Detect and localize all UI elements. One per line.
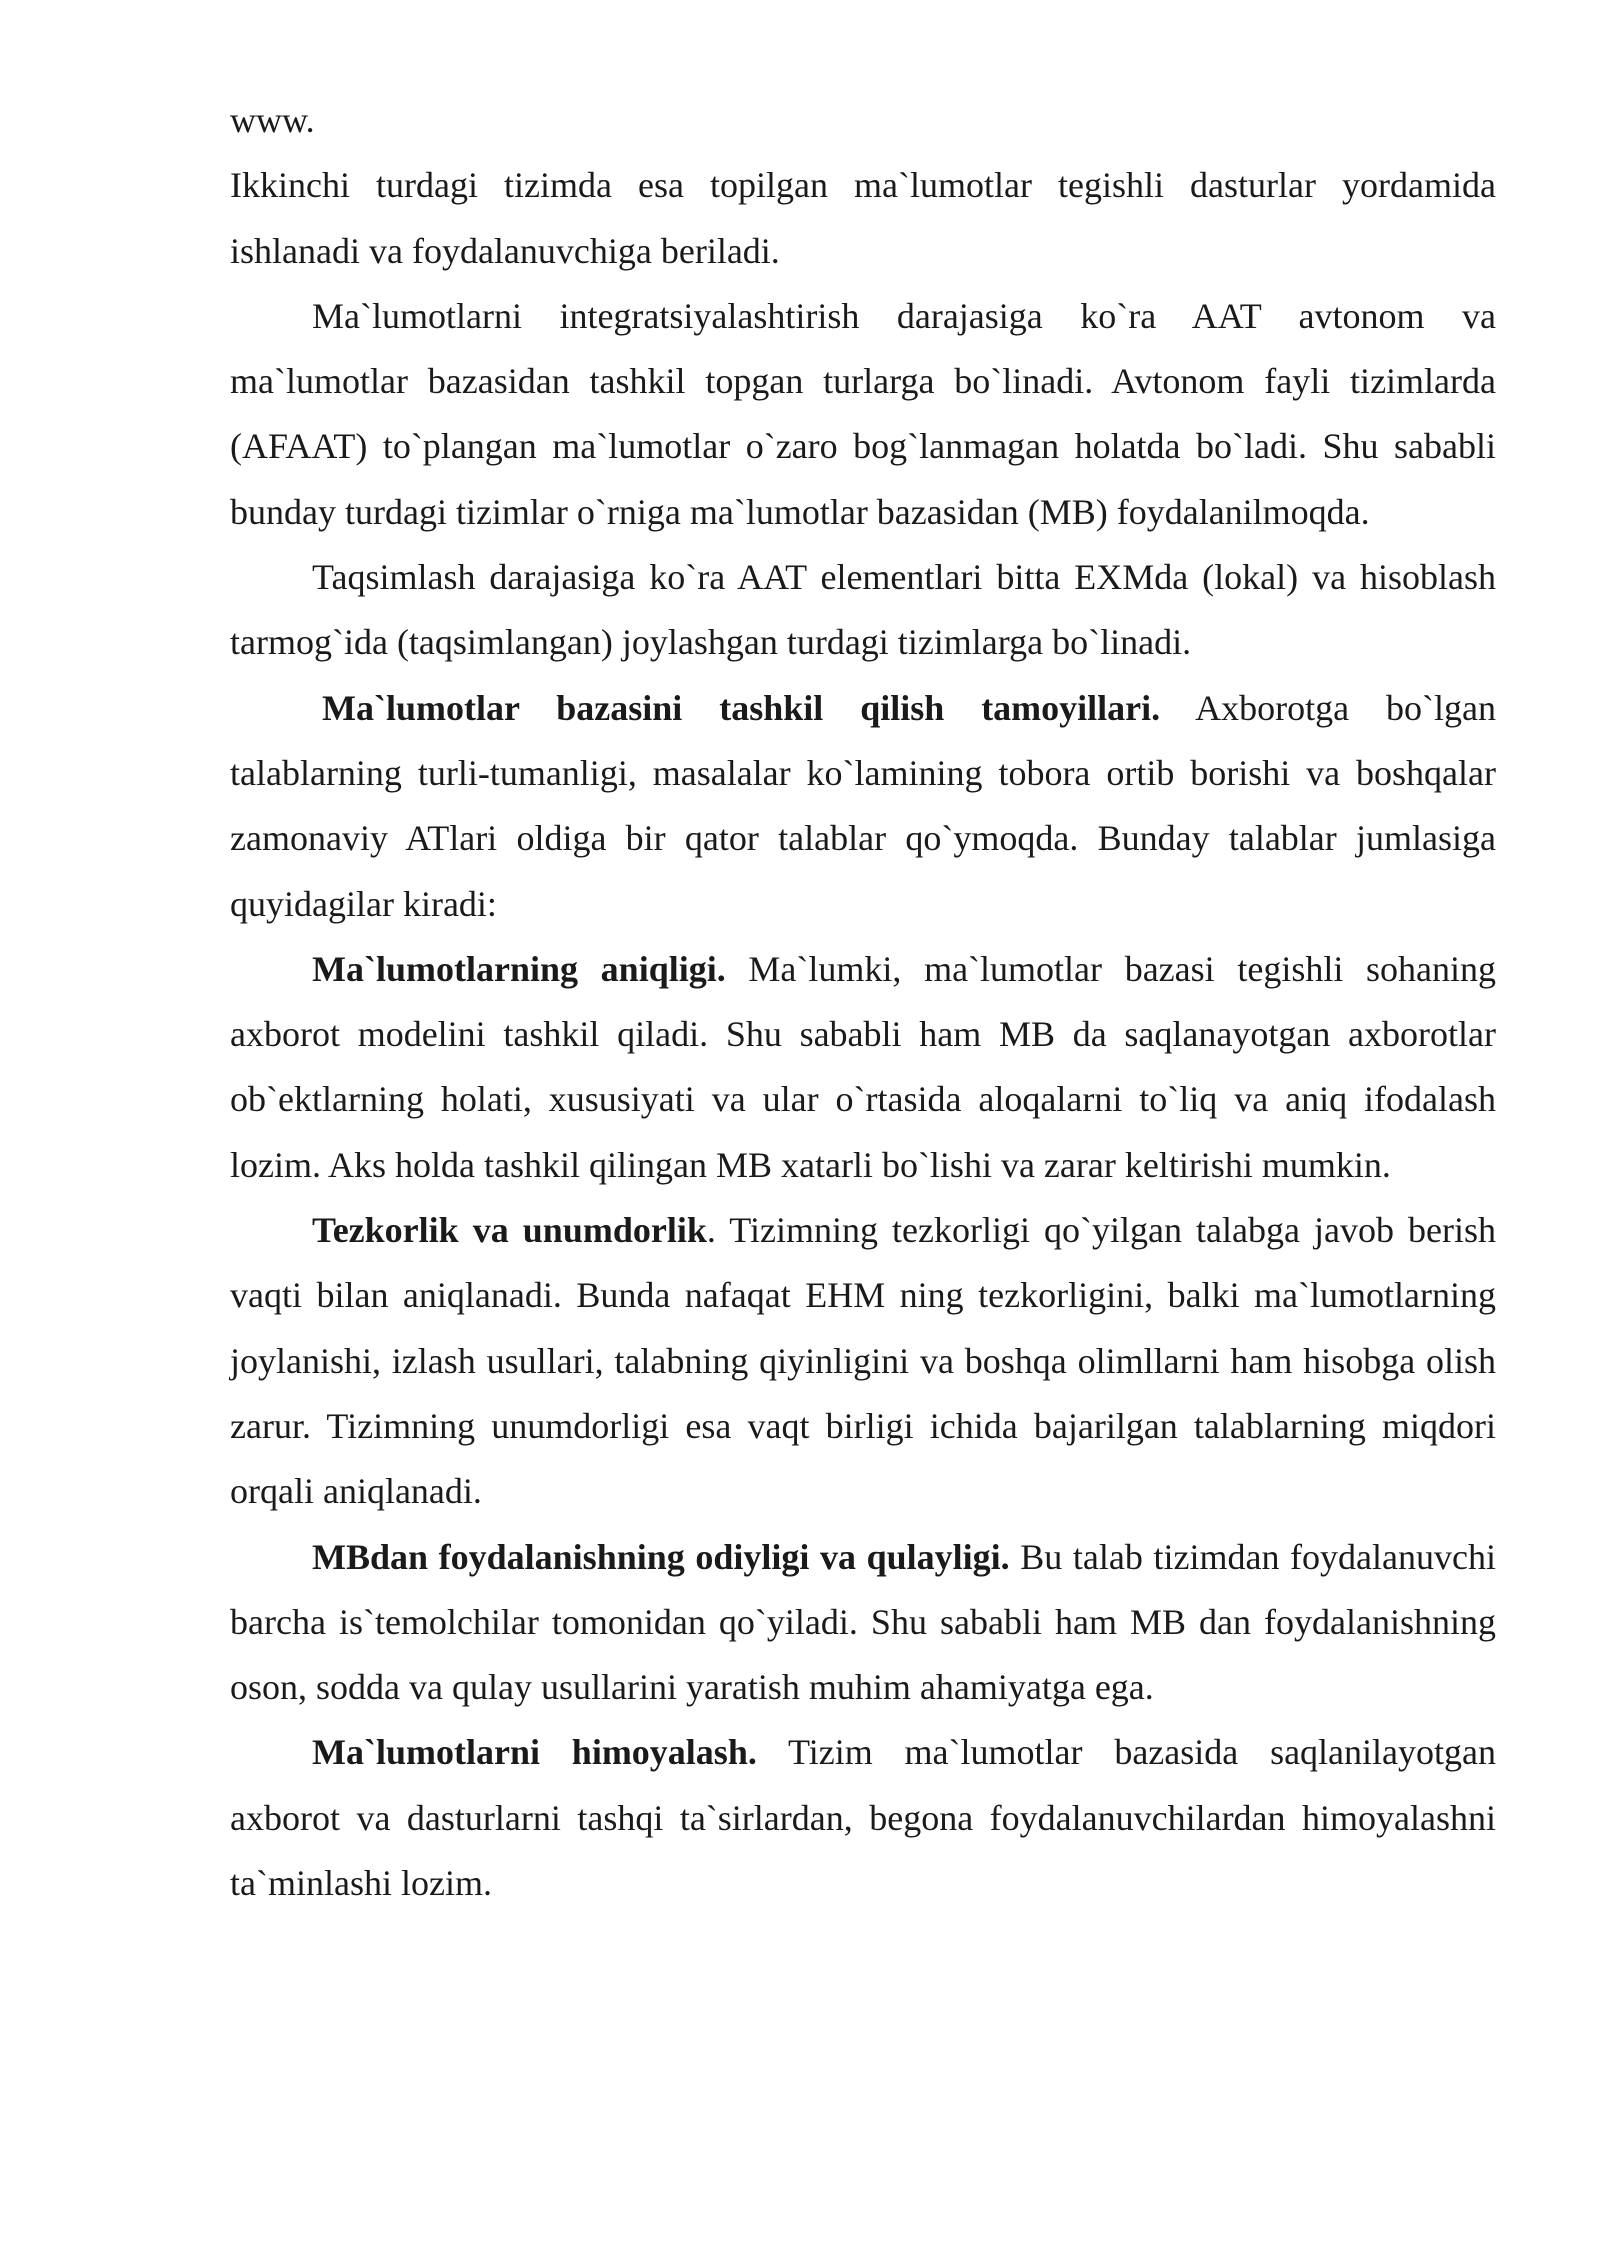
paragraph-data-protection — [230, 1720, 1496, 1916]
paragraph-text: Axborotga bo`lgan talablarning turli-tumanligi, masalalar ko`lamining tobora ortib borishi va boshqalar zamonaviy ATlari oldiga bir qator talablar qo`ymoqda. Bunday talablar jumlasiga quyidagilar kiradi: — [230, 687, 1497, 924]
paragraph-integration-level — [230, 284, 1496, 545]
paragraph-text: . Tizimning tezkorligi qo`yilgan talabga javob berish vaqti bilan aniqlanadi. Bunda nafaqat EHM ning tezkorligini, balki ma`lumotlarning joylanishi, izlash usullari, talabning qiyinligini va boshqa olimllarni ham hisobga olish zarur. Tizimning unumdorligi esa vaqt birligi ichida bajarilgan talablarning miqdori orqali aniqlanadi. — [230, 1210, 1496, 1512]
section-heading-speed-productivity: Tezkorlik va unumdorlik — [312, 1210, 707, 1251]
text-fragment-www: www. — [230, 100, 315, 140]
document-page — [230, 88, 1496, 1916]
paragraph-distribution-level — [230, 545, 1496, 676]
paragraph-text: Tizim ma`lumotlar bazasida saqlanilayotgan axborot va dasturlarni tashqi ta`sirlardan, begona foydalanuvchilardan himoyalashni ta`minlashi lozim. — [230, 1732, 1497, 1904]
paragraph-text: Ma`lumotlarni integratsiyalashtirish darajasiga ko`ra AAT avtonom va ma`lumotlar bazasidan tashkil topgan turlarga bo`linadi. Avtonom fayli tizimlarda (AFAAT) to`plangan ma`lumotlar o`zaro bog`lanmagan holatda bo`ladi. Shu sababli bunday turdagi tizimlar o`rniga ma`lumotlar bazasidan (MB) foydalanilmoqda. — [230, 295, 1496, 532]
paragraph-text: Bu talab tizimdan foydalanuvchi barcha is`temolchilar tomonidan qo`yiladi. Shu sababli ham MB dan foydalanishning oson, sodda va qulay usullarini yaratish muhim ahamiyatga ega. — [230, 1536, 1496, 1708]
section-heading-database-principles: Ma`lumotlar bazasini tashkil qilish tamoyillari. — [322, 687, 1161, 728]
paragraph-second-type-systems — [230, 153, 1496, 284]
section-heading-ease-of-use: MBdan foydalanishning odiyligi va qulayligi. — [312, 1536, 1010, 1577]
section-heading-data-protection: Ma`lumotlarni himoyalash. — [312, 1732, 757, 1773]
paragraph-ease-of-use — [230, 1525, 1496, 1721]
section-heading-data-accuracy: Ma`lumotlarning aniqligi. — [312, 948, 726, 989]
paragraph-text: Taqsimlash darajasiga ko`ra AAT elementlari bitta EXMda (lokal) va hisoblash tarmog`ida (taqsimlangan) joylashgan turdagi tizimlarga bo`linadi. — [230, 557, 1496, 663]
paragraph-data-accuracy — [230, 937, 1496, 1198]
paragraph-database-principles — [230, 676, 1496, 937]
paragraph-speed-productivity — [230, 1198, 1496, 1524]
paragraph-text: Ikkinchi turdagi tizimda esa topilgan ma`lumotlar tegishli dasturlar yordamida ishlanadi va foydalanuvchiga beriladi. — [230, 165, 1496, 271]
paragraph-text: Ma`lumki, ma`lumotlar bazasi tegishli sohaning axborot modelini tashkil qiladi. Shu sababli ham MB da saqlanayotgan axborotlar ob`ektlarning holati, xususiyati va ular o`rtasida aloqalarni to`liq va aniq ifodalash lozim. Aks holda tashkil qilingan MB xatarli bo`lishi va zarar keltirishi mumkin. — [230, 948, 1497, 1185]
